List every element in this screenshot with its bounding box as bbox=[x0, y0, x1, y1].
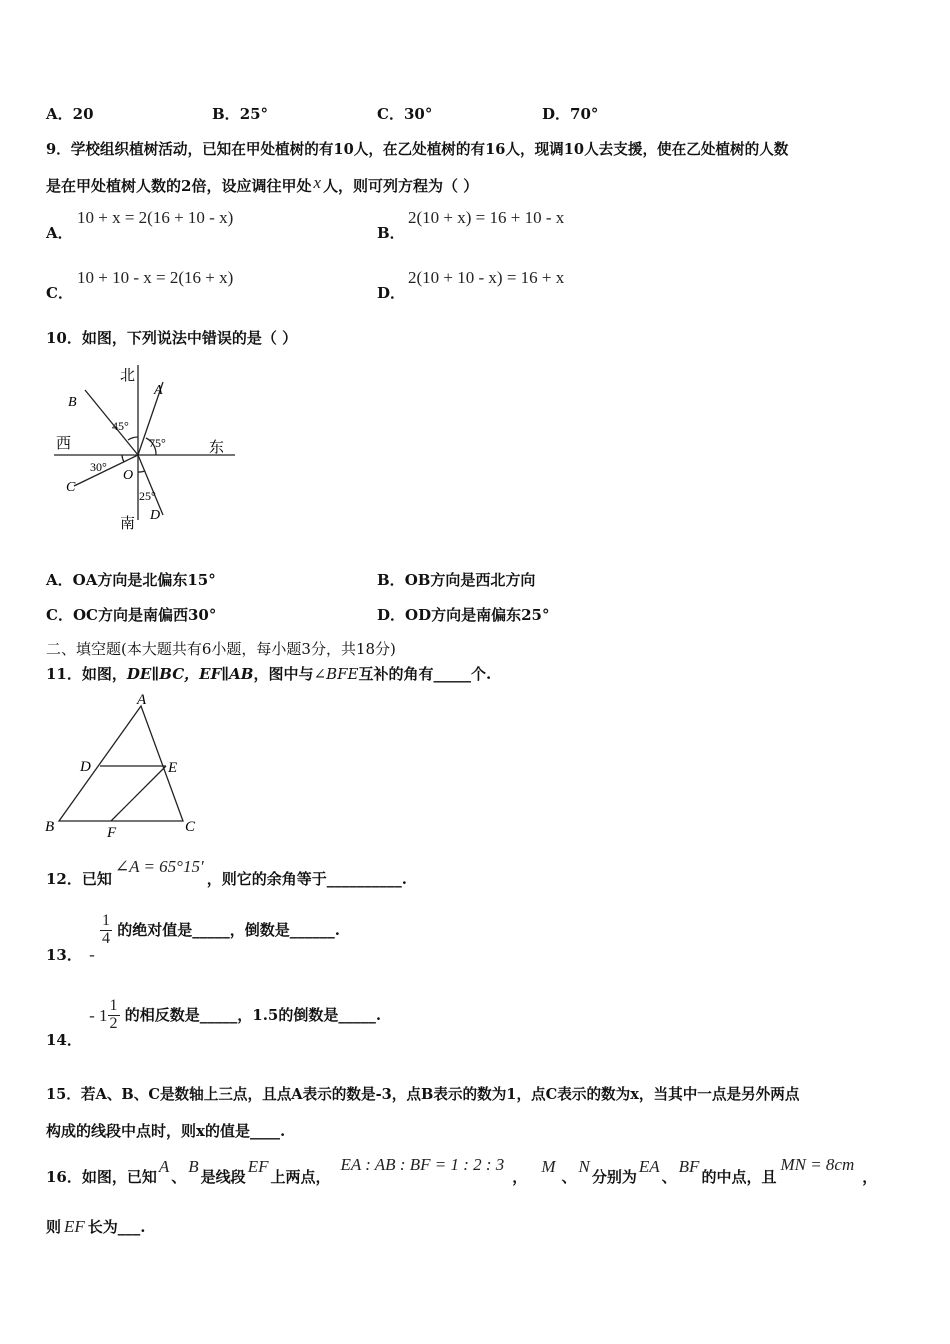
q13-stem: 13． - $\frac{1}{4}$ 的绝对值是_____，倒数是______. bbox=[46, 912, 340, 965]
q9-option-a-formula: 10 + x = 2(16 + 10 - x) bbox=[77, 208, 234, 227]
q9-option-b-formula: 2(10 + x) = 16 + 10 - x bbox=[408, 208, 565, 227]
label-o: O bbox=[123, 468, 134, 483]
q10-direction-figure bbox=[50, 360, 250, 535]
q10-option-a: A．OA方向是北偏东15° bbox=[46, 571, 216, 589]
q11-triangle-figure bbox=[40, 690, 210, 840]
q14-fraction: $\frac{1}{2}$ bbox=[109, 997, 118, 1032]
q9-option-d-formula: 2(10 + 10 - x) = 16 + x bbox=[408, 268, 565, 287]
label-d: D bbox=[80, 759, 91, 775]
label-c: C bbox=[185, 819, 196, 835]
q9-var-x: x bbox=[313, 173, 321, 192]
q10-option-b: B．OB方向是西北方向 bbox=[377, 571, 536, 589]
segment-ef bbox=[111, 766, 166, 821]
q9-option-b-letter: B． bbox=[377, 224, 405, 242]
arc-30 bbox=[122, 455, 124, 462]
q9-option-c-letter: C． bbox=[46, 284, 73, 302]
q9-option-a-letter: A． bbox=[46, 224, 73, 242]
q8-option-d: D．70° bbox=[542, 105, 599, 123]
q16-ratio: EA : AB : BF = 1 : 2 : 3 bbox=[340, 1155, 505, 1174]
angle-75-label: 75° bbox=[149, 436, 166, 450]
label-e: E bbox=[168, 760, 178, 776]
q16-stem-line1: 16．如图，已知A、B是线段EF上两点，EA : AB : BF = 1 : 2 : 3，M、N分别为EA、BF的中点，且MN = 8cm， bbox=[46, 1155, 878, 1186]
q15-stem-line2: 构成的线段中点时，则x的值是____. bbox=[46, 1122, 286, 1140]
label-b: B bbox=[68, 395, 77, 410]
label-south: 南 bbox=[120, 516, 136, 532]
q9-option-d-letter: D． bbox=[377, 284, 406, 302]
label-east: 东 bbox=[209, 440, 225, 456]
q10-stem: 10．如图，下列说法中错误的是（ ） bbox=[46, 329, 298, 347]
arc-45 bbox=[128, 437, 138, 440]
label-f: F bbox=[107, 825, 117, 840]
arc-25 bbox=[138, 471, 145, 472]
label-west: 西 bbox=[56, 436, 72, 452]
label-d: D bbox=[150, 508, 161, 523]
q8-option-b: B．25° bbox=[212, 105, 269, 123]
q14-stem: 14． - 1 $\frac{1}{2}$ 的相反数是_____，1.5的倒数是_____. bbox=[46, 997, 382, 1050]
triangle-abc bbox=[59, 706, 183, 821]
label-b: B bbox=[45, 819, 55, 835]
label-a: A bbox=[137, 692, 147, 708]
label-c: C bbox=[66, 480, 76, 495]
q11-stem: 11．如图，DE∥BC，EF∥AB，图中与∠BFE互补的角有_____个. bbox=[46, 665, 492, 683]
label-a: A bbox=[154, 383, 163, 398]
q10-option-c: C．OC方向是南偏西30° bbox=[46, 606, 217, 624]
ray-od bbox=[138, 455, 163, 515]
q16-stem-line2: 则 EF 长为___. bbox=[46, 1217, 146, 1236]
section-heading-fill-in: 二、填空题(本大题共有6小题，每小题3分，共18分) bbox=[46, 640, 396, 658]
label-north: 北 bbox=[120, 368, 136, 384]
q9-stem-line1: 9．学校组织植树活动，已知在甲处植树的有10人，在乙处植树的有16人，现调10人去支援，使在乙处植树的人数 bbox=[46, 141, 789, 158]
q15-stem-line1: 15．若A、B、C是数轴上三点，且点A表示的数是-3，点B表示的数为1，点C表示的数为x，当其中一点是另外两点 bbox=[46, 1086, 800, 1103]
angle-25-label: 25° bbox=[139, 489, 156, 503]
q9-stem-line2: 是在甲处植树人数的2倍，设应调往甲处 x 人，则可列方程为（ ） bbox=[46, 173, 479, 195]
q8-option-a: A．20 bbox=[46, 105, 94, 123]
angle-45-label: 45° bbox=[112, 419, 129, 433]
angle-30-label: 30° bbox=[90, 460, 107, 474]
q12-stem: 12．已知∠A = 65°15′，则它的余角等于__________. bbox=[46, 857, 407, 888]
q16-mn: MN = 8cm bbox=[780, 1155, 855, 1174]
q12-formula: ∠A = 65°15′ bbox=[114, 857, 204, 876]
q10-option-d: D．OD方向是南偏东25° bbox=[377, 606, 550, 624]
q8-option-c: C．30° bbox=[377, 105, 433, 123]
q9-option-c-formula: 10 + 10 - x = 2(16 + x) bbox=[77, 268, 234, 287]
q13-fraction: $\frac{1}{4}$ bbox=[102, 912, 111, 947]
